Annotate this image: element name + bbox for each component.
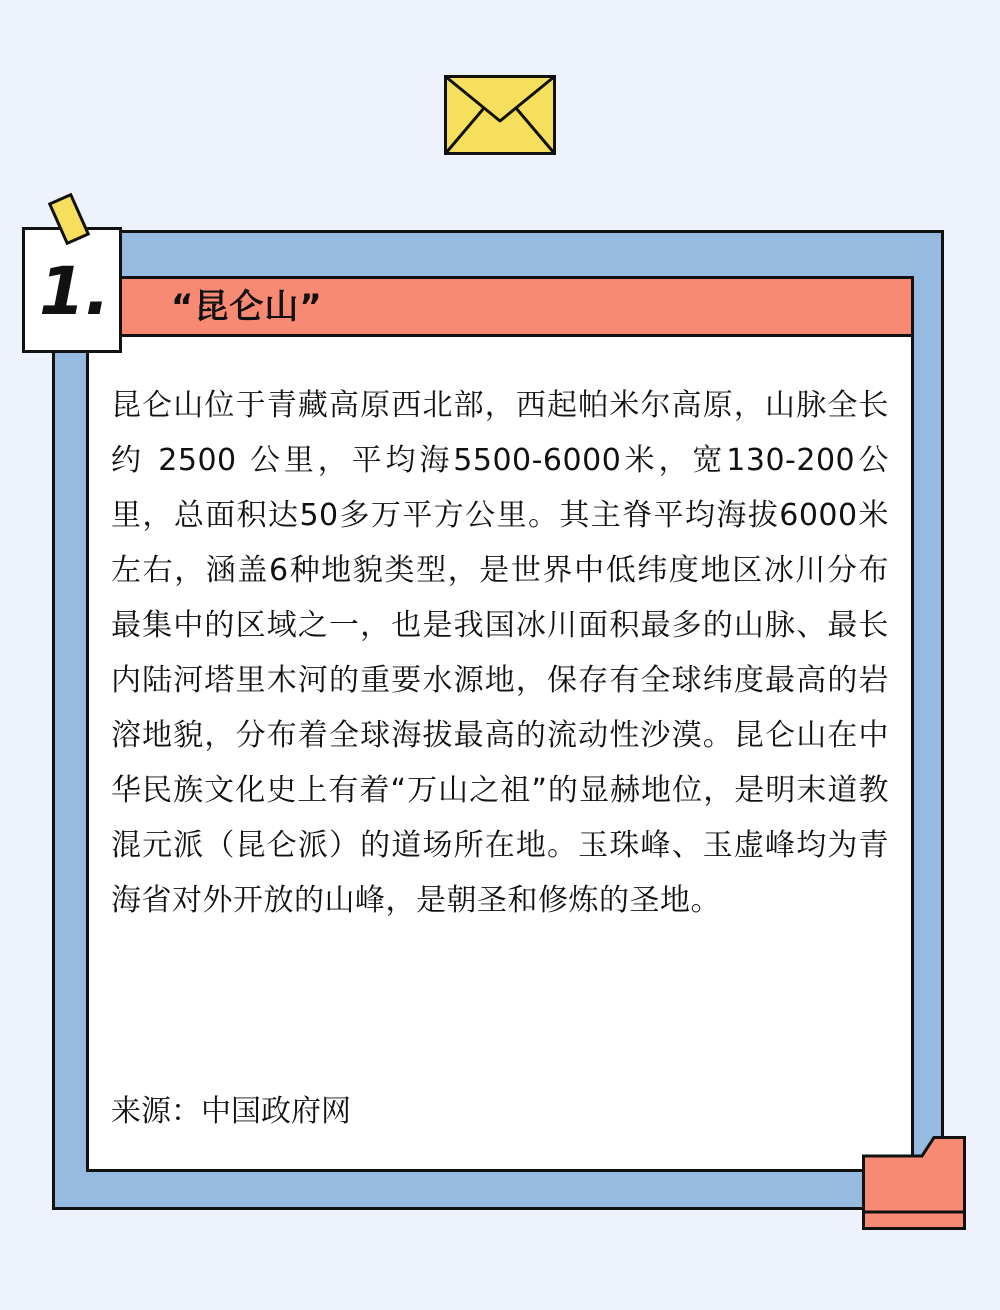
card-title: “昆仑山” — [171, 287, 323, 327]
source-text: 来源：中国政府网 — [111, 1094, 351, 1129]
section-number: 1. — [39, 253, 110, 330]
folder-icon — [862, 1136, 966, 1230]
card-title-bar — [89, 279, 911, 337]
envelope-icon — [444, 75, 556, 155]
number-badge — [22, 227, 122, 353]
card-body-text: 昆仑山位于青藏高原西北部，西起帕米尔高原，山脉全长约 2500 公里，平均海5500-6000米，宽130-200公里，总面积达50多万平方公里。其主脊平均海拔6000米左右，涵盖6种地貌类型，是世界中低纬度地区冰川分布最集中的区域之一，也是我国冰川面积最多的山脉、最长内陆河塔里木河的重要水源地，保存有全球纬度最高的岩溶地貌，分布着全球海拔最高的流动性沙漠。昆仑山在中华民族文化史上有着“万山之祖”的显赫地位，是明末道教混元派（昆仑派）的道场所在地。玉珠峰、玉虚峰均为青海省对外开放的山峰，是朝圣和修炼的圣地。 — [111, 388, 889, 918]
